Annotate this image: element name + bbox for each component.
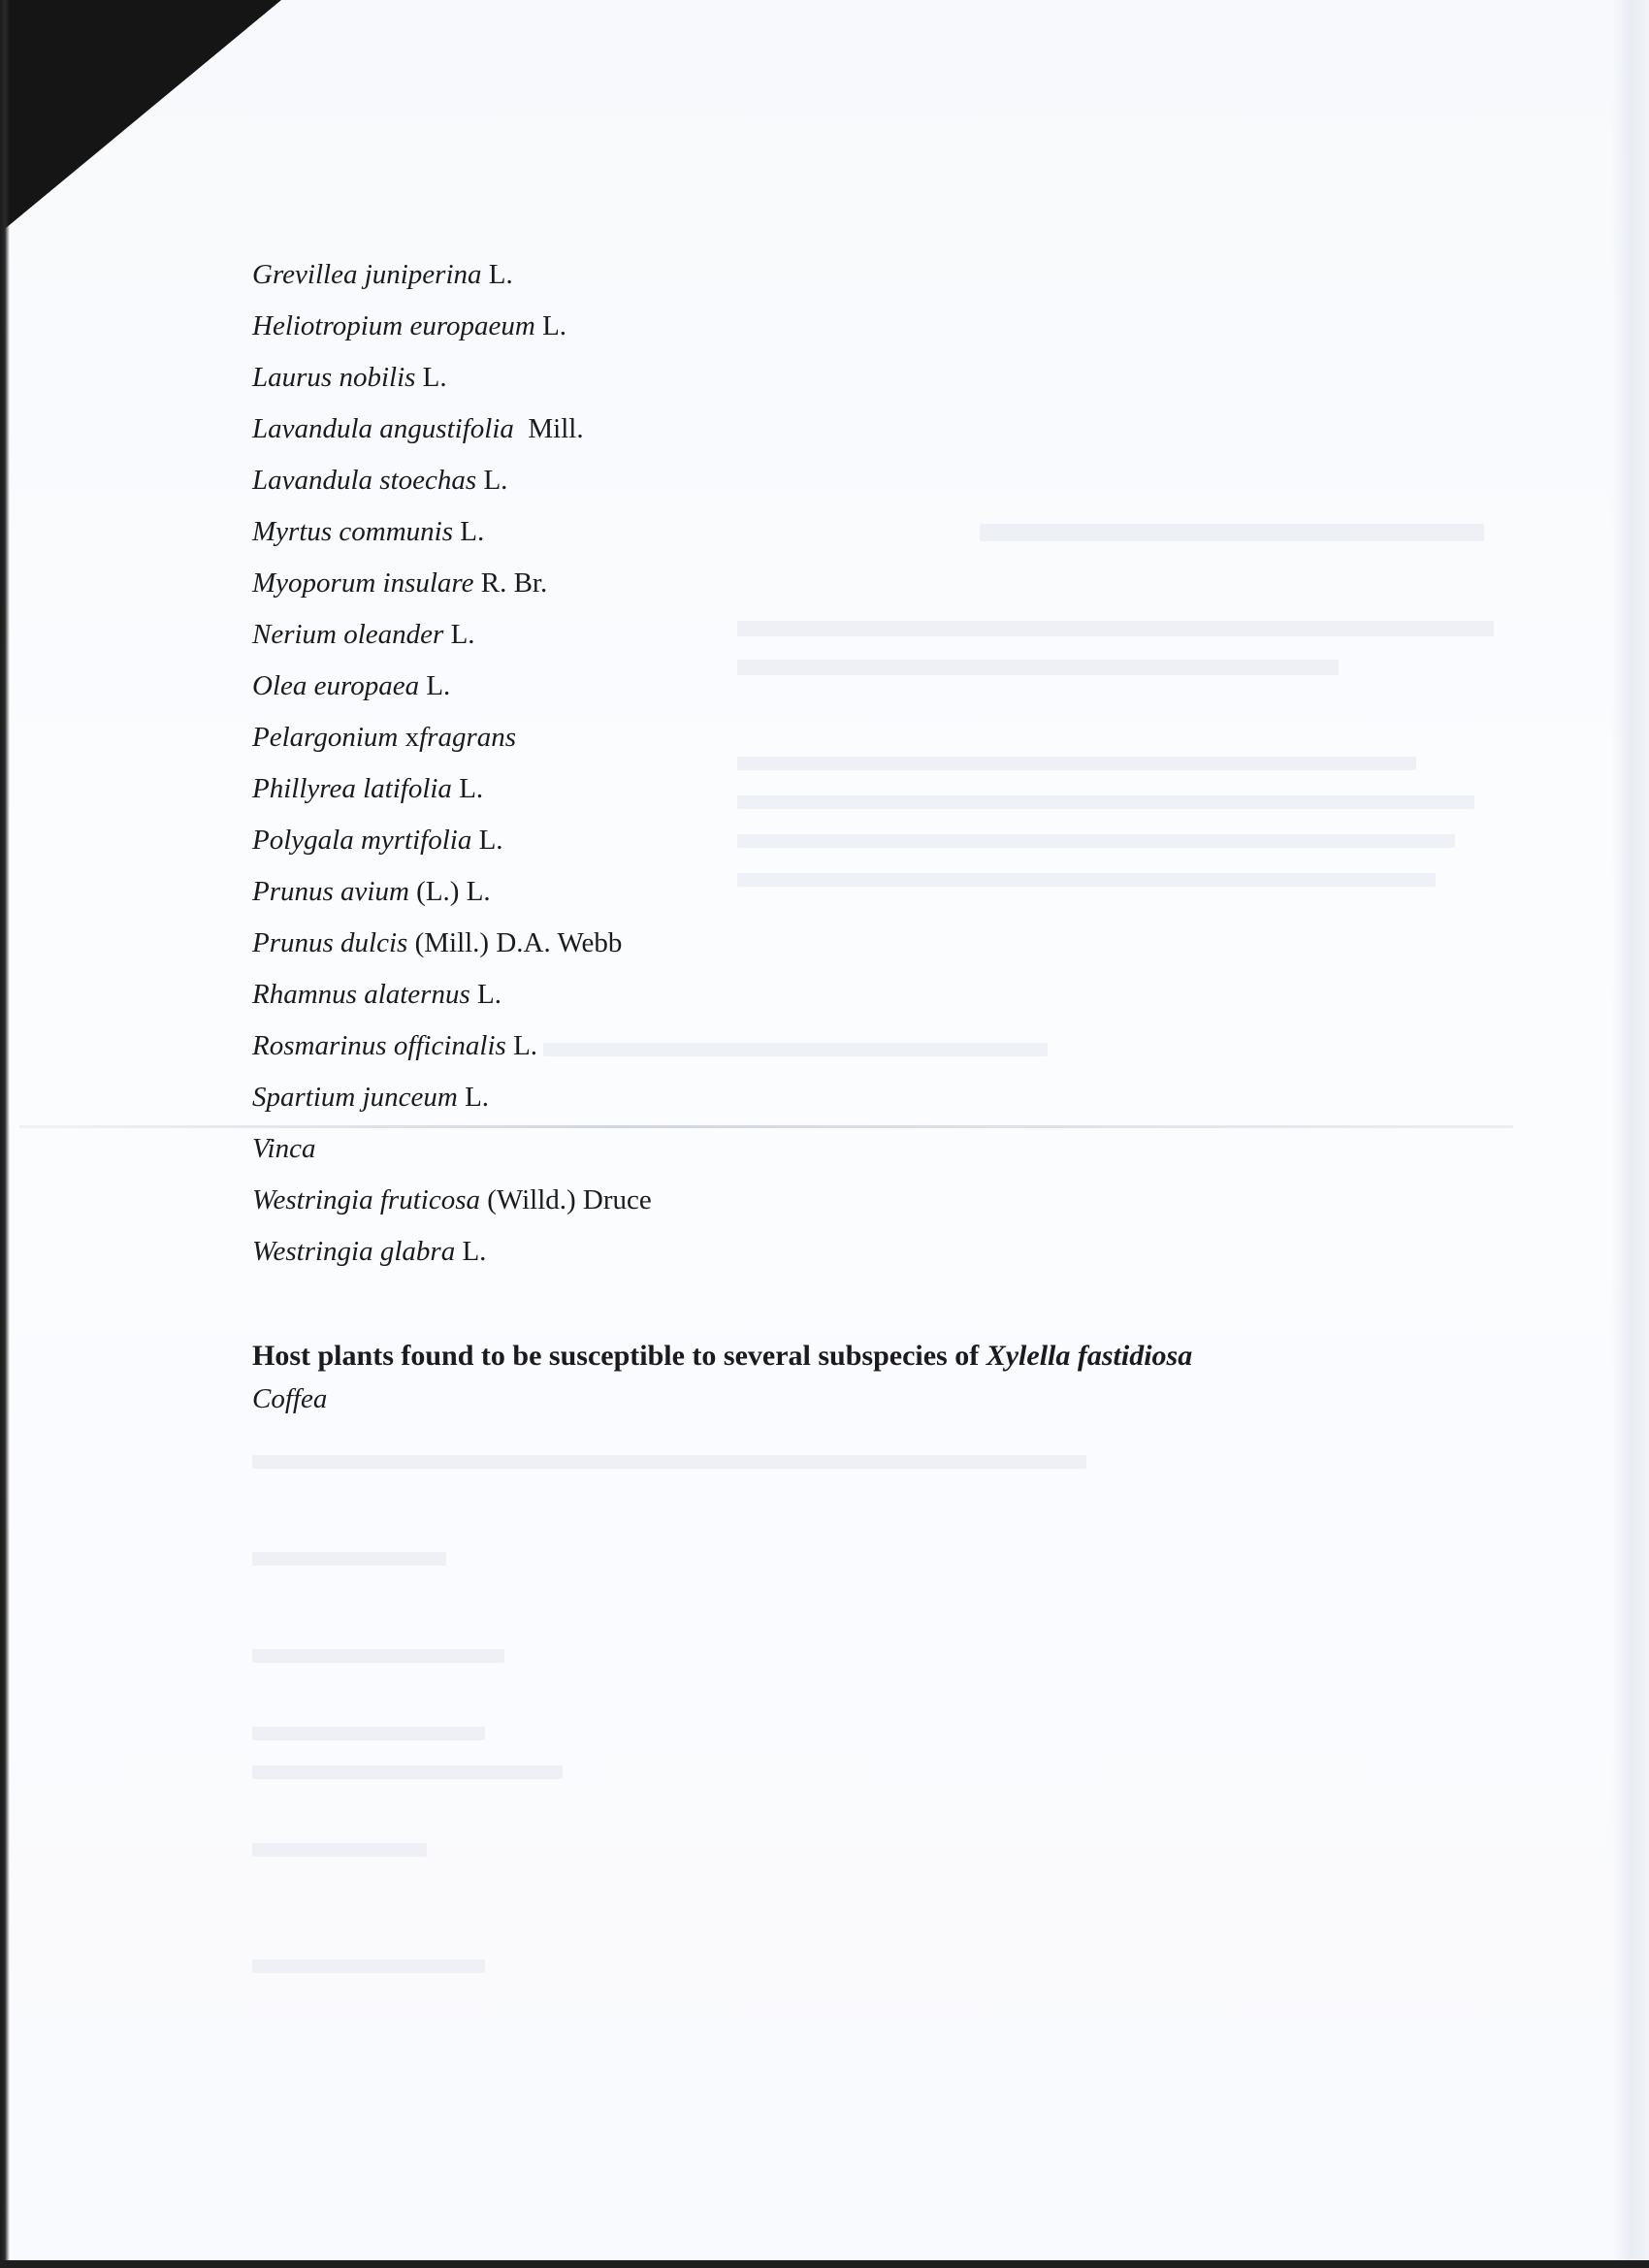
species-authority: L. [477,979,501,1010]
section-heading-species: Xylella fastidiosa [986,1340,1193,1372]
species-name: Spartium junceum [252,1082,458,1113]
species-authority: L. [462,1236,487,1267]
species-name: Lavandula stoechas [252,465,477,496]
species-authority: L. [426,670,451,701]
folded-corner-shadow [0,0,281,233]
scan-bottom-edge [0,2260,1649,2268]
species-name: Grevillea juniperina [252,259,482,290]
species-item [252,665,1465,717]
bleed-through-mark [252,1649,504,1663]
species-authority: (Mill.) D.A. Webb [414,927,623,958]
species-name: Vinca [252,1133,316,1164]
species-item [252,923,1465,974]
species-authority: L. [460,516,485,547]
species-item [252,1025,1465,1077]
species-item [252,460,1465,511]
bleed-through-mark [252,1727,485,1740]
species-authority: R. Br. [480,567,548,599]
bleed-through-mark [252,1552,446,1566]
species-authority: (Willd.) Druce [487,1184,652,1215]
species-item [252,1180,1465,1231]
bleed-through-mark [252,1766,563,1779]
species-authority: L. [450,619,475,650]
species-item [252,408,1465,460]
species-item [252,511,1465,563]
species-authority: L. [459,773,484,804]
species-name: Lavandula angustifolia [252,413,514,444]
species-list [252,254,1465,1282]
species-item [252,1077,1465,1128]
species-name: Myrtus communis [252,516,454,547]
species-name: Phillyrea latifolia [252,773,452,804]
species-item [252,1231,1465,1282]
species-name: Nerium oleander [252,619,444,650]
species-name: Olea europaea [252,670,420,701]
species-authority: x [404,722,420,753]
species-authority: (L.) L. [416,876,491,907]
species-authority: L. [542,310,567,341]
species-authority: L. [513,1030,538,1061]
species-item [252,974,1465,1025]
species-item [252,614,1465,665]
species-name: Prunus dulcis [252,927,408,958]
species-item [252,768,1465,820]
species-authority: L. [422,362,447,393]
species-name: Heliotropium europaeum [252,310,535,341]
species-authority: L. [483,465,508,496]
bleed-through-mark [252,1455,1086,1469]
section-heading-text: Host plants found to be susceptible to several subspecies of [252,1340,986,1372]
section-heading [252,1335,1465,1377]
species-item [252,717,1465,768]
species-item [252,254,1465,306]
species-authority: L. [465,1082,490,1113]
species-name: Laurus nobilis [252,362,416,393]
species-name: Polygala myrtifolia [252,825,472,856]
species-name: Westringia glabra [252,1236,456,1267]
species-name: Rosmarinus officinalis [252,1030,506,1061]
species-name: Rhamnus alaternus [252,979,470,1010]
species-name: Westringia fruticosa [252,1184,480,1215]
scan-left-edge [0,0,10,2268]
species-authority: L. [478,825,503,856]
species-item [252,871,1465,923]
species-name: Myoporum insulare [252,567,474,599]
species-authority: L. [488,259,513,290]
species-item [252,820,1465,871]
species-item [252,563,1465,614]
document-content [252,254,1465,1420]
species-item [252,357,1465,408]
species-item [252,1128,1465,1180]
species-name: Pelargonium [252,722,399,753]
host-plant-item: Coffea [252,1383,328,1414]
bleed-through-mark [252,1843,427,1857]
species-item [252,306,1465,357]
species-name: Prunus avium [252,876,409,907]
species-epithet: fragrans [419,722,517,753]
bleed-through-mark [252,1960,485,1973]
scan-right-edge [1612,0,1649,2268]
species-authority: Mill. [521,413,584,444]
